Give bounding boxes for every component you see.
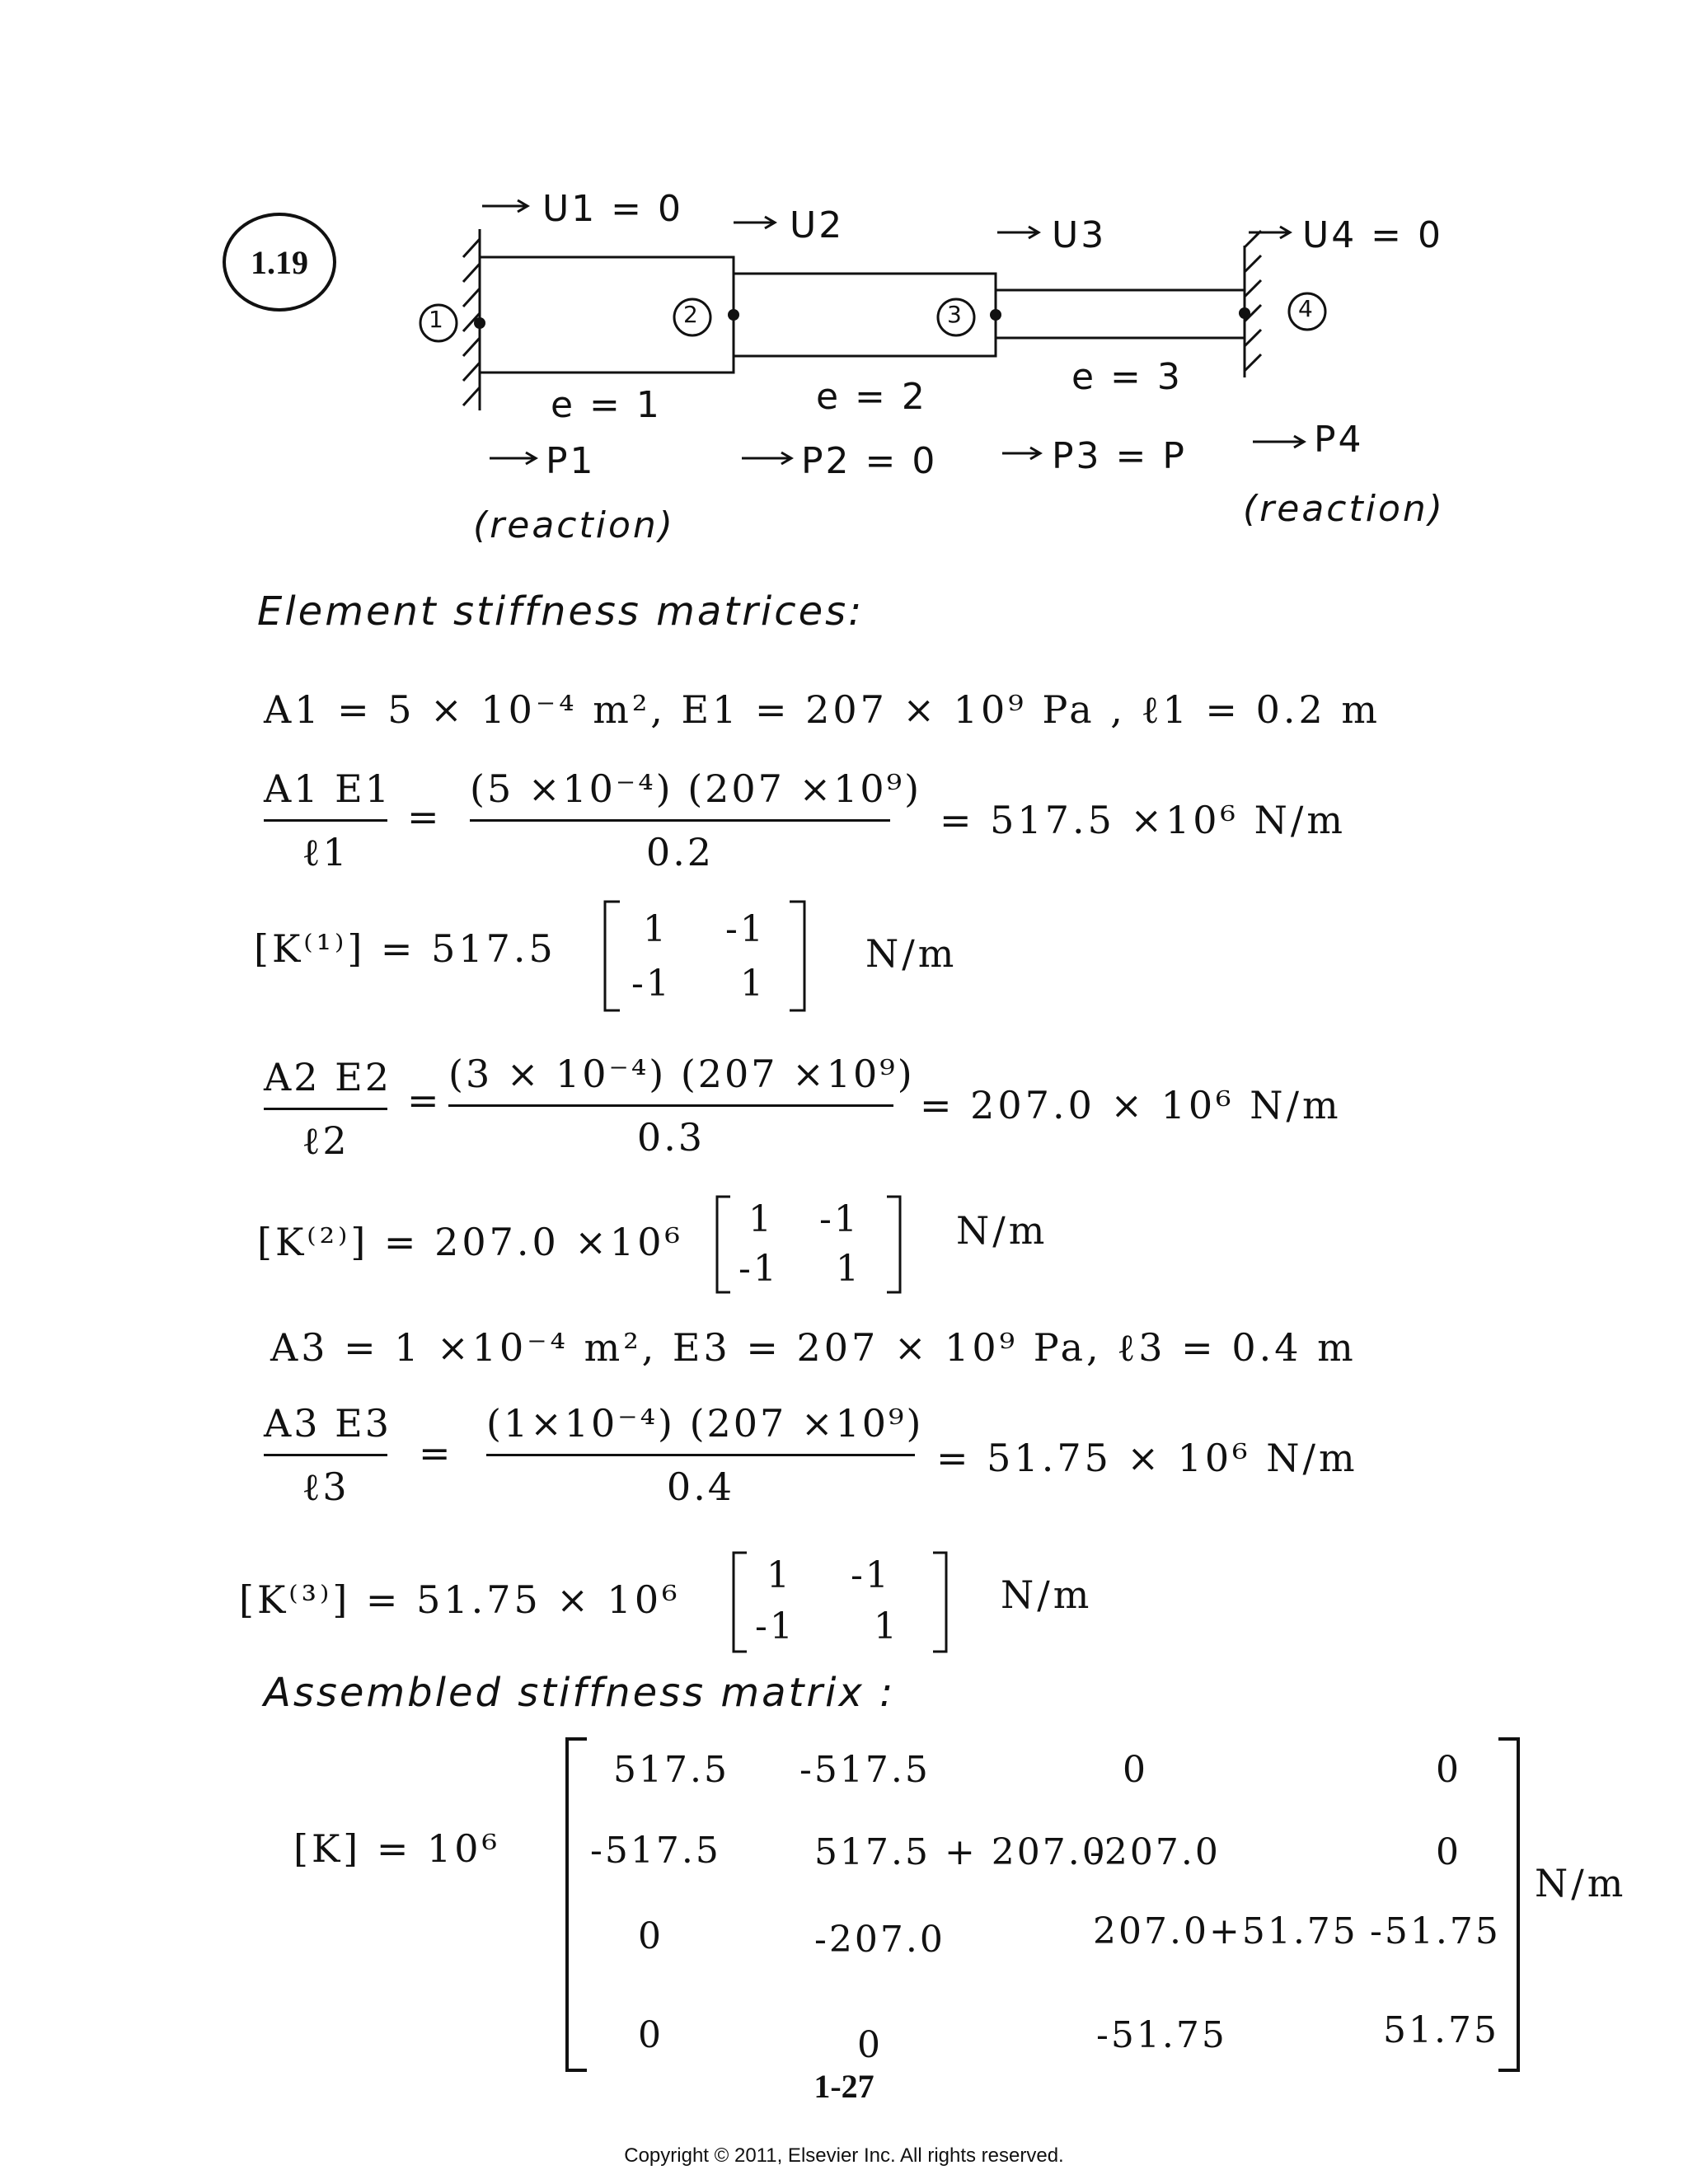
node-3-label: 3 — [947, 301, 964, 328]
problem-number: 1.19 — [223, 213, 336, 312]
fraction-denominator: 0.3 — [636, 1115, 706, 1160]
matrix-cell: -207.0 — [814, 1919, 945, 1961]
right-wall-hatch — [1245, 231, 1261, 371]
element-2-label: e = 2 — [816, 376, 927, 418]
matrix-cell: -1 — [725, 908, 766, 950]
matrix-cell: -517.5 — [590, 1830, 721, 1872]
matrix-cell: 1 — [643, 908, 668, 950]
fraction-denominator: ℓ1 — [302, 830, 349, 874]
equals-sign: = — [407, 1078, 443, 1122]
element-3-rhs-fraction — [486, 1401, 924, 1509]
matrix-cell: -1 — [738, 1248, 779, 1290]
equals-sign: = — [407, 794, 443, 839]
fraction-numerator: A1 E1 — [264, 766, 392, 811]
fraction-numerator: (5 ×10⁻⁴) (207 ×10⁹) — [470, 766, 922, 811]
matrix-cell: -1 — [819, 1198, 860, 1240]
element-1-params: A1 = 5 × 10⁻⁴ m², E1 = 207 × 10⁹ Pa , ℓ1 = 0.2 m — [264, 687, 1381, 732]
fraction-denominator: 0.2 — [645, 830, 715, 874]
element-1-k-lhs: [K⁽¹⁾] = 517.5 — [254, 926, 556, 971]
assembled-heading: Assembled stiffness matrix : — [264, 1670, 896, 1716]
fraction-bar — [264, 819, 387, 822]
fraction-denominator: 0.4 — [666, 1465, 735, 1509]
reaction-label-left: (reaction) — [473, 504, 675, 546]
matrix-cell: -517.5 — [799, 1749, 931, 1791]
fraction-bar — [448, 1104, 893, 1107]
copyright-notice: Copyright © 2011, Elsevier Inc. All rights reserved. — [624, 2144, 1064, 2167]
element-2-k-unit: N/m — [956, 1208, 1048, 1253]
matrix-cell: 1 — [740, 963, 766, 1005]
matrix-cell: 1 — [767, 1554, 792, 1596]
element-2-ratio-result: = 207.0 × 10⁶ N/m — [920, 1083, 1342, 1127]
matrix-cell: 517.5 — [613, 1749, 729, 1791]
matrix-cell: -207.0 — [1090, 1831, 1221, 1873]
node-1-label: 1 — [429, 306, 446, 333]
p3-label: P3 = P — [1052, 435, 1187, 477]
fraction-bar — [264, 1454, 387, 1456]
reaction-label-right: (reaction) — [1243, 488, 1445, 530]
element-3-k-unit: N/m — [1001, 1572, 1093, 1617]
matrix-cell: 517.5 + 207.0 — [814, 1831, 1108, 1873]
matrix-cell: -1 — [755, 1605, 795, 1647]
element-1-label: e = 1 — [551, 384, 662, 426]
node-4-label: 4 — [1298, 295, 1315, 322]
matrix-cell: -51.75 — [1370, 1910, 1501, 1952]
matrix-cell: -1 — [851, 1554, 891, 1596]
matrix-cell: -1 — [631, 963, 672, 1005]
assembled-unit: N/m — [1535, 1861, 1627, 1905]
element-3-matrix — [730, 1549, 950, 1655]
u2-label: U2 — [790, 204, 845, 246]
equals-sign: = — [419, 1431, 454, 1475]
fraction-numerator: A3 E3 — [264, 1401, 392, 1446]
fraction-numerator: (1×10⁻⁴) (207 ×10⁹) — [486, 1401, 924, 1446]
fraction-numerator: A2 E2 — [264, 1055, 392, 1099]
u4-label: U4 = 0 — [1302, 214, 1444, 256]
element-1-lhs-fraction — [264, 766, 392, 874]
fraction-bar — [486, 1454, 915, 1456]
element-2-matrix — [714, 1193, 903, 1296]
matrix-cell: 207.0+51.75 — [1093, 1910, 1358, 1952]
element-2-lhs-fraction — [264, 1055, 392, 1163]
matrix-cell: 51.75 — [1383, 2009, 1499, 2051]
element-3-ratio-result: = 51.75 × 10⁶ N/m — [936, 1436, 1358, 1480]
matrix-cell: 1 — [874, 1605, 899, 1647]
matrix-cell: 0 — [857, 2024, 883, 2066]
matrix-cell: 0 — [1436, 1749, 1461, 1791]
u1-label: U1 = 0 — [542, 188, 684, 230]
element-2-k-lhs: [K⁽²⁾] = 207.0 ×10⁶ — [257, 1220, 683, 1264]
element-1-rhs-fraction — [470, 766, 922, 874]
element-1-matrix — [602, 898, 808, 1014]
element-1-k-unit: N/m — [865, 931, 958, 976]
matrix-cell: 1 — [748, 1198, 774, 1240]
element-3-label: e = 3 — [1071, 356, 1183, 398]
element-1-ratio-result: = 517.5 ×10⁶ N/m — [940, 798, 1346, 842]
matrix-cell: -51.75 — [1096, 2014, 1227, 2056]
element-stiffness-heading: Element stiffness matrices: — [257, 588, 865, 635]
page-number: 1-27 — [814, 2068, 874, 2105]
element-2-rhs-fraction — [448, 1052, 915, 1160]
matrix-cell: 1 — [836, 1248, 861, 1290]
matrix-cell: 0 — [638, 2014, 663, 2056]
fraction-bar — [264, 1108, 387, 1110]
fraction-denominator: ℓ3 — [302, 1465, 349, 1509]
u3-label: U3 — [1052, 214, 1107, 256]
fraction-bar — [470, 819, 890, 822]
fraction-numerator: (3 × 10⁻⁴) (207 ×10⁹) — [448, 1052, 915, 1096]
element-3-lhs-fraction — [264, 1401, 392, 1509]
p4-label: P4 — [1314, 419, 1364, 461]
node-2-label: 2 — [683, 301, 701, 328]
assembled-matrix — [562, 1734, 1543, 2075]
p1-label: P1 — [546, 440, 596, 482]
matrix-cell: 0 — [1436, 1831, 1461, 1873]
matrix-cell: 0 — [638, 1915, 663, 1957]
element-3-params: A3 = 1 ×10⁻⁴ m², E3 = 207 × 10⁹ Pa, ℓ3 = 0.4 m — [270, 1325, 1357, 1370]
fraction-denominator: ℓ2 — [302, 1118, 349, 1163]
p2-label: P2 = 0 — [801, 440, 938, 482]
element-3-k-lhs: [K⁽³⁾] = 51.75 × 10⁶ — [239, 1577, 681, 1622]
assembled-lhs: [K] = 10⁶ — [293, 1826, 501, 1871]
element-3-bar — [996, 290, 1245, 338]
matrix-cell: 0 — [1123, 1749, 1148, 1791]
